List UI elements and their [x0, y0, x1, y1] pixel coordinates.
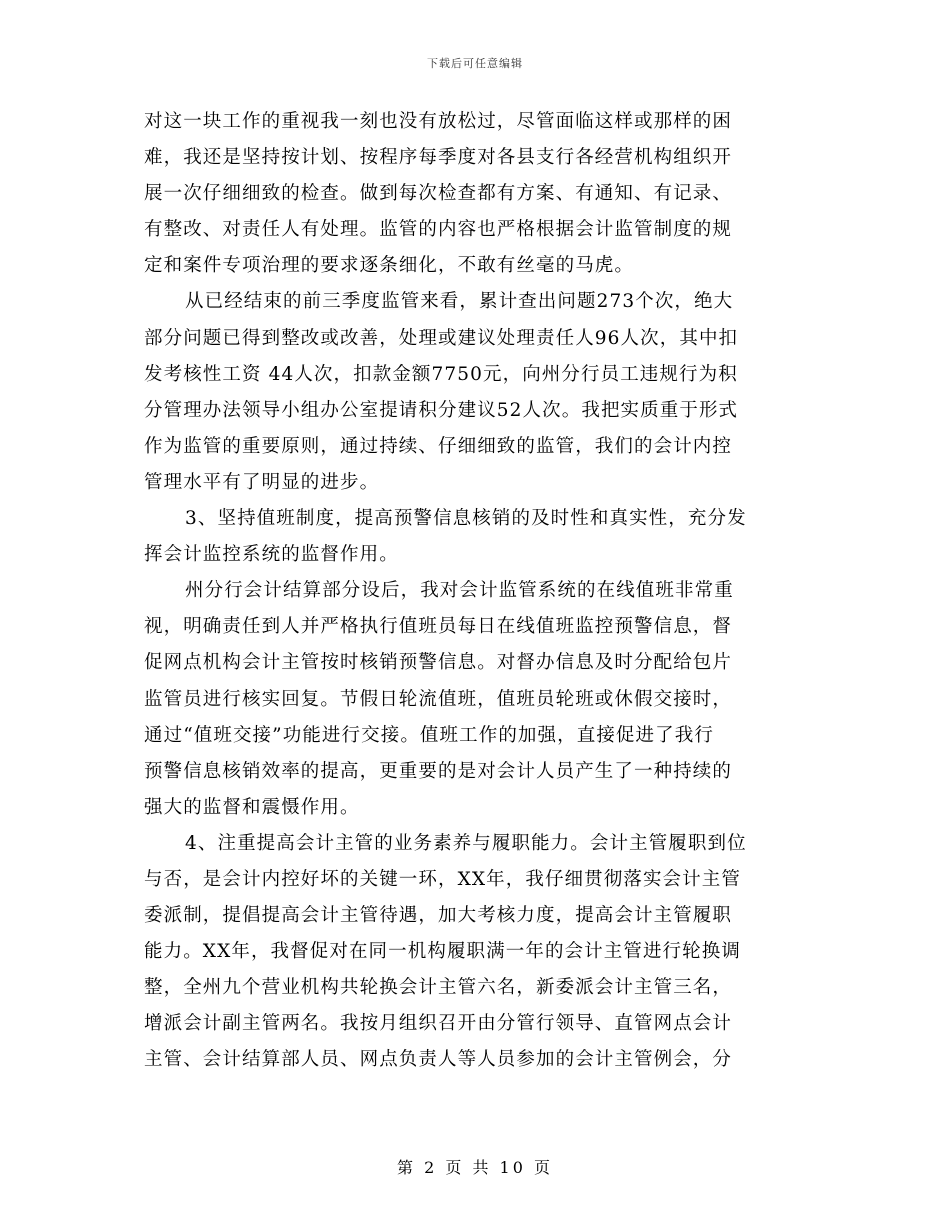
- text-line: 有整改、对责任人有处理。监管的内容也严格根据会计监管制度的规: [144, 219, 733, 241]
- text-line: 展一次仔细细致的检查。做到每次检查都有方案、有通知、有记录、: [144, 183, 733, 205]
- text-line: 促网点机构会计主管按时核销预警信息。对督办信息及时分配给包片: [144, 652, 733, 674]
- text-line: 部分问题已得到整改或改善，处理或建议处理责任人96人次，其中扣: [144, 327, 739, 349]
- text-line: 作为监管的重要原则，通过持续、仔细细致的监管，我们的会计内控: [144, 435, 733, 457]
- text-line: 委派制，提倡提高会计主管待遇，加大考核力度，提高会计主管履职: [144, 905, 733, 927]
- text-line: 能力。XX年，我督促对在同一机构履职满一年的会计主管进行轮换调: [144, 941, 741, 963]
- text-line: 强大的监督和震慑作用。: [144, 796, 360, 818]
- document-body: [144, 104, 809, 1079]
- text-line: 4、注重提高会计主管的业务素养与履职能力。会计主管履职到位: [185, 832, 747, 854]
- page-number-footer: 第 2 页 共 10 页: [397, 1158, 553, 1177]
- text-line: 定和案件专项治理的要求逐条细化，不敢有丝毫的马虎。: [144, 255, 635, 277]
- page-header: 下载后可任意编辑: [427, 57, 523, 70]
- text-line: 州分行会计结算部分设后，我对会计监管系统的在线值班非常重: [185, 580, 734, 602]
- text-line: 3、坚持值班制度，提高预警信息核销的及时性和真实性，充分发: [185, 508, 747, 530]
- text-line: 难，我还是坚持按计划、按程序每季度对各县支行各经营机构组织开: [144, 147, 733, 169]
- text-line: 对这一块工作的重视我一刻也没有放松过，尽管面临这样或那样的困: [144, 111, 733, 132]
- text-line: 主管、会计结算部人员、网点负责人等人员参加的会计主管例会，分: [144, 1049, 733, 1071]
- text-line: 通过“值班交接”功能进行交接。值班工作的加强，直接促进了我行: [144, 724, 714, 746]
- text-line: 整，全州九个营业机构共轮换会计主管六名，新委派会计主管三名，: [144, 977, 733, 999]
- text-line: 与否，是会计内控好坏的关键一环，XX年，我仔细贯彻落实会计主管: [144, 868, 741, 890]
- text-line: 管理水平有了明显的进步。: [144, 471, 380, 493]
- text-line: 发考核性工资 44人次，扣款金额7750元，向州分行员工违规行为积: [144, 363, 738, 385]
- text-line: 预警信息核销效率的提高，更重要的是对会计人员产生了一种持续的: [144, 760, 733, 782]
- text-line: 监管员进行核实回复。节假日轮流值班，值班员轮班或休假交接时，: [144, 688, 733, 710]
- text-line: 挥会计监控系统的监督作用。: [144, 544, 399, 566]
- text-line: 增派会计副主管两名。我按月组织召开由分管行领导、直管网点会计: [144, 1013, 733, 1035]
- text-line: 视，明确责任到人并严格执行值班员每日在线值班监控预警信息，督: [144, 616, 733, 638]
- text-line: 从已经结束的前三季度监管来看，累计查出问题273个次，绝大: [185, 291, 734, 313]
- text-line: 分管理办法领导小组办公室提请积分建议52人次。我把实质重于形式: [144, 399, 739, 421]
